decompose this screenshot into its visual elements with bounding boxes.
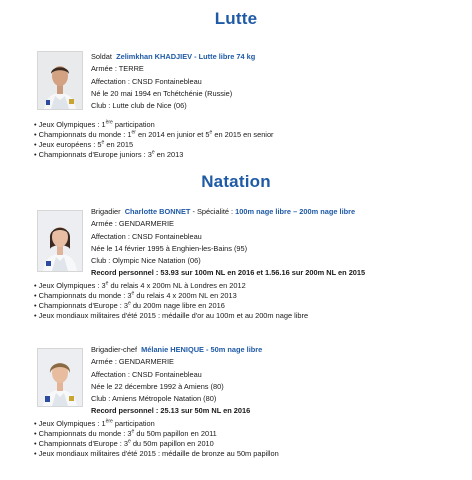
athlete-record: Record personnel : 53.93 sur 100m NL en 2016 et 1.56.16 sur 200m NL en 2015	[91, 268, 366, 278]
athlete-army: Armée : GENDARMERIE	[91, 219, 174, 229]
athlete-birth: Née le 14 février 1995 à Enghien-les-Bains (95)	[91, 243, 248, 253]
achievement-item: • Jeux mondiaux militaires d'été 2015 : médaille d'or au 100m et au 200m nage libre	[34, 311, 309, 321]
athlete-photo-khadjiev	[37, 51, 83, 110]
achievements-khadjiev	[34, 120, 274, 160]
achievements-bonnet	[34, 281, 308, 321]
section-title-natation: Natation	[201, 172, 271, 191]
achievement-item: • Championnats du monde : 1er en 2014 en junior et 5e en 2015 en senior	[34, 129, 274, 140]
achievement-item: • Championnats du monde : 3e du relais 4 x 200m NL en 2013	[34, 290, 237, 301]
athlete-rank: Brigadier	[91, 207, 121, 216]
athlete-assignment: Affectation : CNSD Fontainebleau	[91, 369, 202, 379]
athlete-rank: Brigadier-chef	[91, 345, 138, 354]
athlete-specialty: 100m nage libre – 200m nage libre	[235, 207, 356, 216]
athlete-birth: Née le 22 décembre 1992 à Amiens (80)	[91, 381, 224, 391]
achievements-henique	[34, 419, 279, 459]
athlete-portrait-icon	[38, 211, 82, 271]
athlete-club: Club : Olympic Nice Natation (06)	[91, 256, 201, 266]
athlete-assignment: Affectation : CNSD Fontainebleau	[91, 76, 202, 86]
athlete-specialty-label: - Spécialité :	[190, 207, 236, 216]
achievement-item: • Jeux européens : 5e en 2015	[34, 139, 134, 150]
athlete-name: Mélanie HENIQUE - 50m nage libre	[141, 345, 263, 354]
athlete-club: Club : Amiens Métropole Natation (80)	[91, 394, 217, 404]
athlete-photo-bonnet	[37, 210, 83, 272]
athlete-portrait-icon	[38, 52, 82, 109]
achievement-item: • Jeux Olympiques : 1ère participation	[34, 418, 155, 428]
athlete-army: Armée : TERRE	[91, 64, 144, 74]
achievement-item: • Championnats d'Europe : 3e du 50m papillon en 2010	[34, 438, 214, 449]
athlete-heading	[91, 206, 365, 218]
achievement-item: • Jeux mondiaux militaires d'été 2015 : médaille de bronze au 50m papillon	[34, 449, 279, 459]
athlete-portrait-icon	[38, 349, 82, 406]
achievement-item: • Jeux Olympiques : 1ère participation	[34, 119, 155, 129]
athlete-photo-henique	[37, 348, 83, 407]
athlete-assignment: Affectation : CNSD Fontainebleau	[91, 231, 202, 241]
athlete-record: Record personnel : 25.13 sur 50m NL en 2016	[91, 406, 251, 416]
achievement-item: • Jeux Olympiques : 3e du relais 4 x 200m NL à Londres en 2012	[34, 280, 246, 290]
athlete-name: Zelimkhan KHADJIEV - Lutte libre 74 kg	[116, 52, 256, 61]
achievement-item: • Championnats d'Europe juniors : 3e en 2013	[34, 149, 184, 160]
athlete-club: Club : Lutte club de Nice (06)	[91, 101, 187, 111]
athlete-heading	[91, 344, 262, 356]
achievement-item: • Championnats du monde : 3e du 50m papillon en 2011	[34, 428, 217, 439]
section-title-lutte: Lutte	[214, 9, 258, 28]
athlete-card-khadjiev	[91, 51, 255, 112]
athlete-heading	[91, 51, 255, 63]
achievement-item: • Championnats d'Europe : 3e du 200m nage libre en 2016	[34, 300, 225, 311]
athlete-card-bonnet	[91, 206, 365, 280]
athlete-birth: Né le 20 mai 1994 en Tchétchénie (Russie)	[91, 88, 233, 98]
athlete-rank: Soldat	[91, 52, 112, 61]
athlete-army: Armée : GENDARMERIE	[91, 357, 174, 367]
athlete-card-henique	[91, 344, 262, 418]
athlete-name: Charlotte BONNET	[124, 207, 191, 216]
